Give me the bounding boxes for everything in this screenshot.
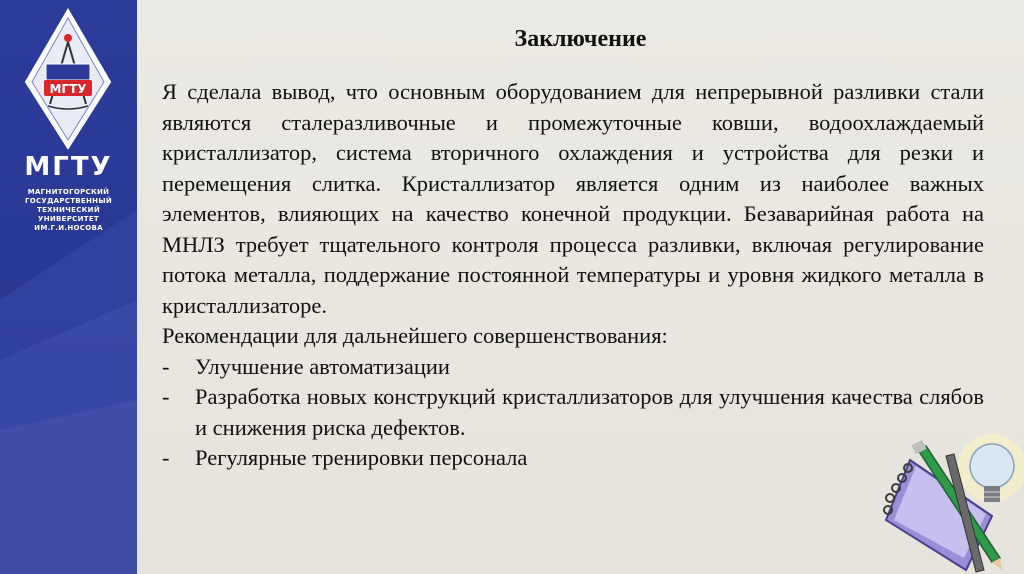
list-item bbox=[162, 352, 984, 383]
brand-subtitle-line: ГОСУДАРСТВЕННЫЙ bbox=[24, 197, 113, 205]
brand-name: МГТУ bbox=[24, 152, 113, 182]
brand-subtitle-line: ТЕХНИЧЕСКИЙ bbox=[37, 206, 100, 214]
svg-text:МГТУ: МГТУ bbox=[49, 82, 87, 96]
list-item-text: Регулярные тренировки персонала bbox=[195, 445, 528, 470]
list-item-text: Улучшение автоматизации bbox=[195, 353, 450, 379]
slide-body bbox=[162, 77, 984, 474]
list-item-text: Разработка новых конструкций кристаллизаторов для улучшения качества слябов и снижения риска дефектов. bbox=[195, 384, 984, 440]
brand-subtitle-line: МАГНИТОГОРСКИЙ bbox=[27, 188, 110, 196]
list-dash: - bbox=[162, 353, 170, 379]
brand-subtitle bbox=[0, 188, 137, 233]
brand-subtitle-line: УНИВЕРСИТЕТ bbox=[38, 215, 99, 223]
recommendations-list bbox=[162, 352, 984, 474]
branding-sidebar bbox=[0, 0, 137, 574]
list-dash: - bbox=[162, 384, 170, 409]
notebook-pencil-lightbulb-icon bbox=[880, 420, 1024, 574]
brand-subtitle-line: ИМ.Г.И.НОСОВА bbox=[34, 224, 103, 232]
list-item bbox=[162, 382, 984, 443]
mgtu-logo-icon bbox=[22, 8, 114, 150]
slide-title: Заключение bbox=[514, 26, 647, 52]
conclusion-paragraph: Я сделала вывод, что основным оборудованием для непрерывной разливки стали являются сталеразливочные и промежуточные ковши, водоохлаждаемый кристаллизатор, система вторичного охлаждения и устройства для резки и перемещения слитка. Кристаллизатор является одним из наиболее важных элементов, влияющих на качество конечной продукции. Безаварийная работа на МНЛЗ требует тщательного контроля процесса разливки, включая регулирование потока металла, поддержание постоянной температуры и уровня жидкого металла в кристаллизаторе. bbox=[162, 79, 984, 318]
recommendations-heading: Рекомендации для дальнейшего совершенствования: bbox=[162, 323, 668, 348]
list-dash: - bbox=[162, 445, 170, 470]
list-item bbox=[162, 443, 984, 474]
